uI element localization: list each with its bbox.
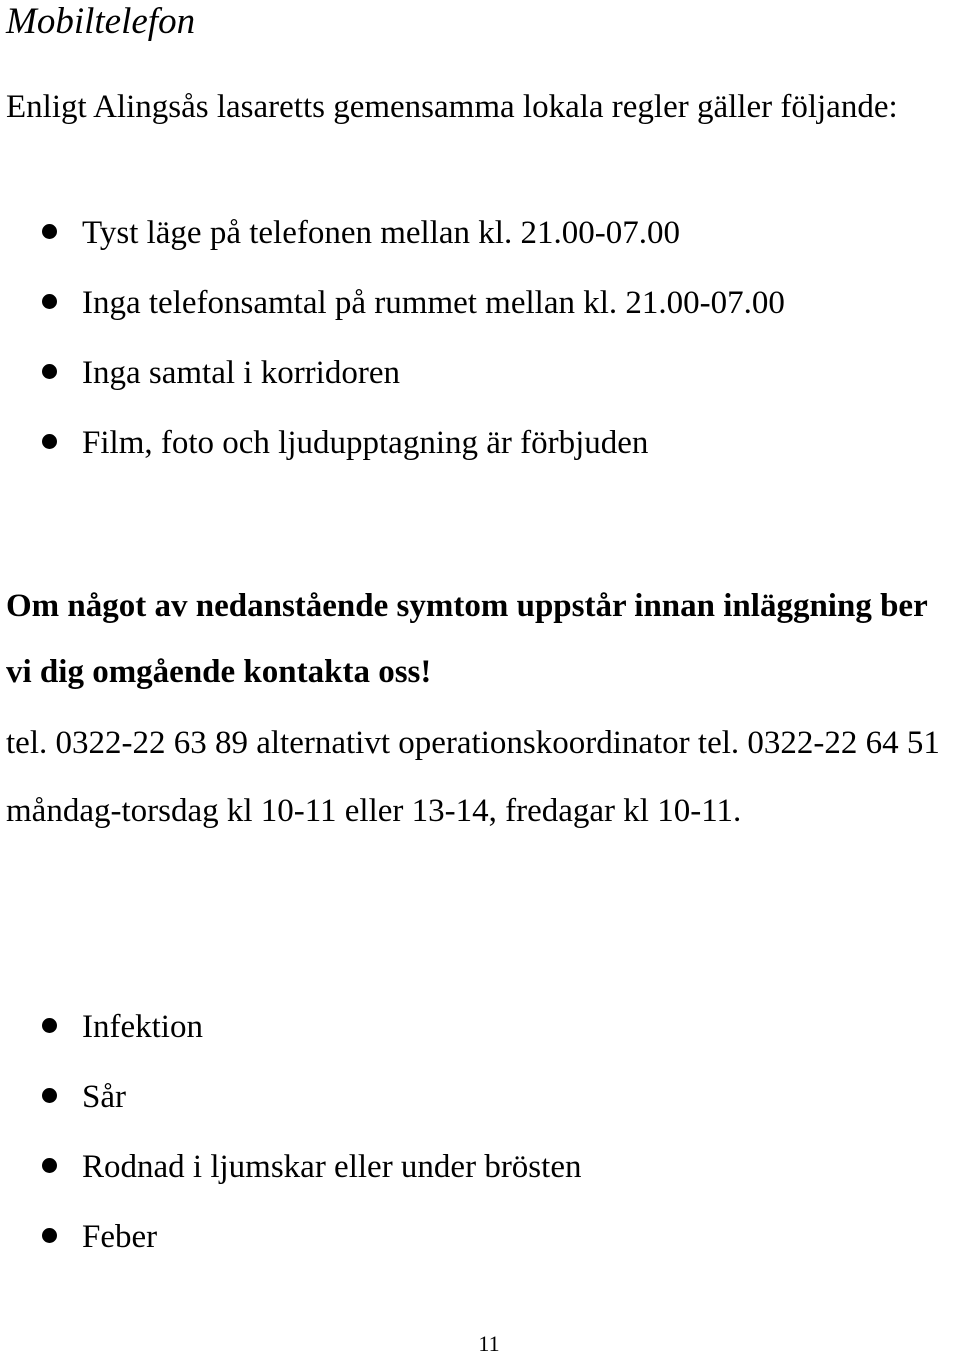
page-number: 11 bbox=[478, 1331, 500, 1356]
list-item bbox=[0, 280, 940, 350]
list-item-text: Sår bbox=[82, 1079, 126, 1115]
list-item bbox=[0, 1004, 940, 1074]
bullet-icon bbox=[42, 224, 57, 239]
rules-list bbox=[0, 210, 940, 490]
list-item bbox=[0, 350, 940, 420]
list-item-text: Rodnad i ljumskar eller under brösten bbox=[82, 1149, 582, 1185]
list-item bbox=[0, 1074, 940, 1144]
symptoms-list bbox=[0, 1004, 940, 1284]
bullet-icon bbox=[42, 1018, 57, 1033]
list-item-text: Tyst läge på telefonen mellan kl. 21.00-07.00 bbox=[82, 215, 680, 251]
list-item-text: Inga telefonsamtal på rummet mellan kl. 21.00-07.00 bbox=[82, 285, 785, 321]
section-heading: Mobiltelefon bbox=[6, 1, 196, 42]
list-item bbox=[0, 420, 940, 490]
list-item-text: Inga samtal i korridoren bbox=[82, 355, 400, 391]
bullet-icon bbox=[42, 364, 57, 379]
intro-paragraph: Enligt Alingsås lasaretts gemensamma lokala regler gäller följande: bbox=[6, 89, 898, 125]
list-item-text: Infektion bbox=[82, 1009, 203, 1045]
bullet-icon bbox=[42, 294, 57, 309]
list-item bbox=[0, 1214, 940, 1284]
list-item-text: Film, foto och ljudupptagning är förbjuden bbox=[82, 425, 649, 461]
list-item bbox=[0, 1144, 940, 1214]
contact-paragraph: tel. 0322-22 63 89 alternativt operationskoordinator tel. 0322-22 64 51 måndag-torsdag kl 10-11 eller 13-14, fredagar kl 10-11. bbox=[6, 725, 940, 829]
warning-paragraph: Om något av nedanstående symtom uppstår innan inläggning ber vi dig omgående kontakta oss! bbox=[6, 588, 928, 690]
list-item bbox=[0, 210, 940, 280]
bullet-icon bbox=[42, 1228, 57, 1243]
bullet-icon bbox=[42, 1088, 57, 1103]
bullet-icon bbox=[42, 434, 57, 449]
bullet-icon bbox=[42, 1158, 57, 1173]
list-item-text: Feber bbox=[82, 1219, 158, 1255]
